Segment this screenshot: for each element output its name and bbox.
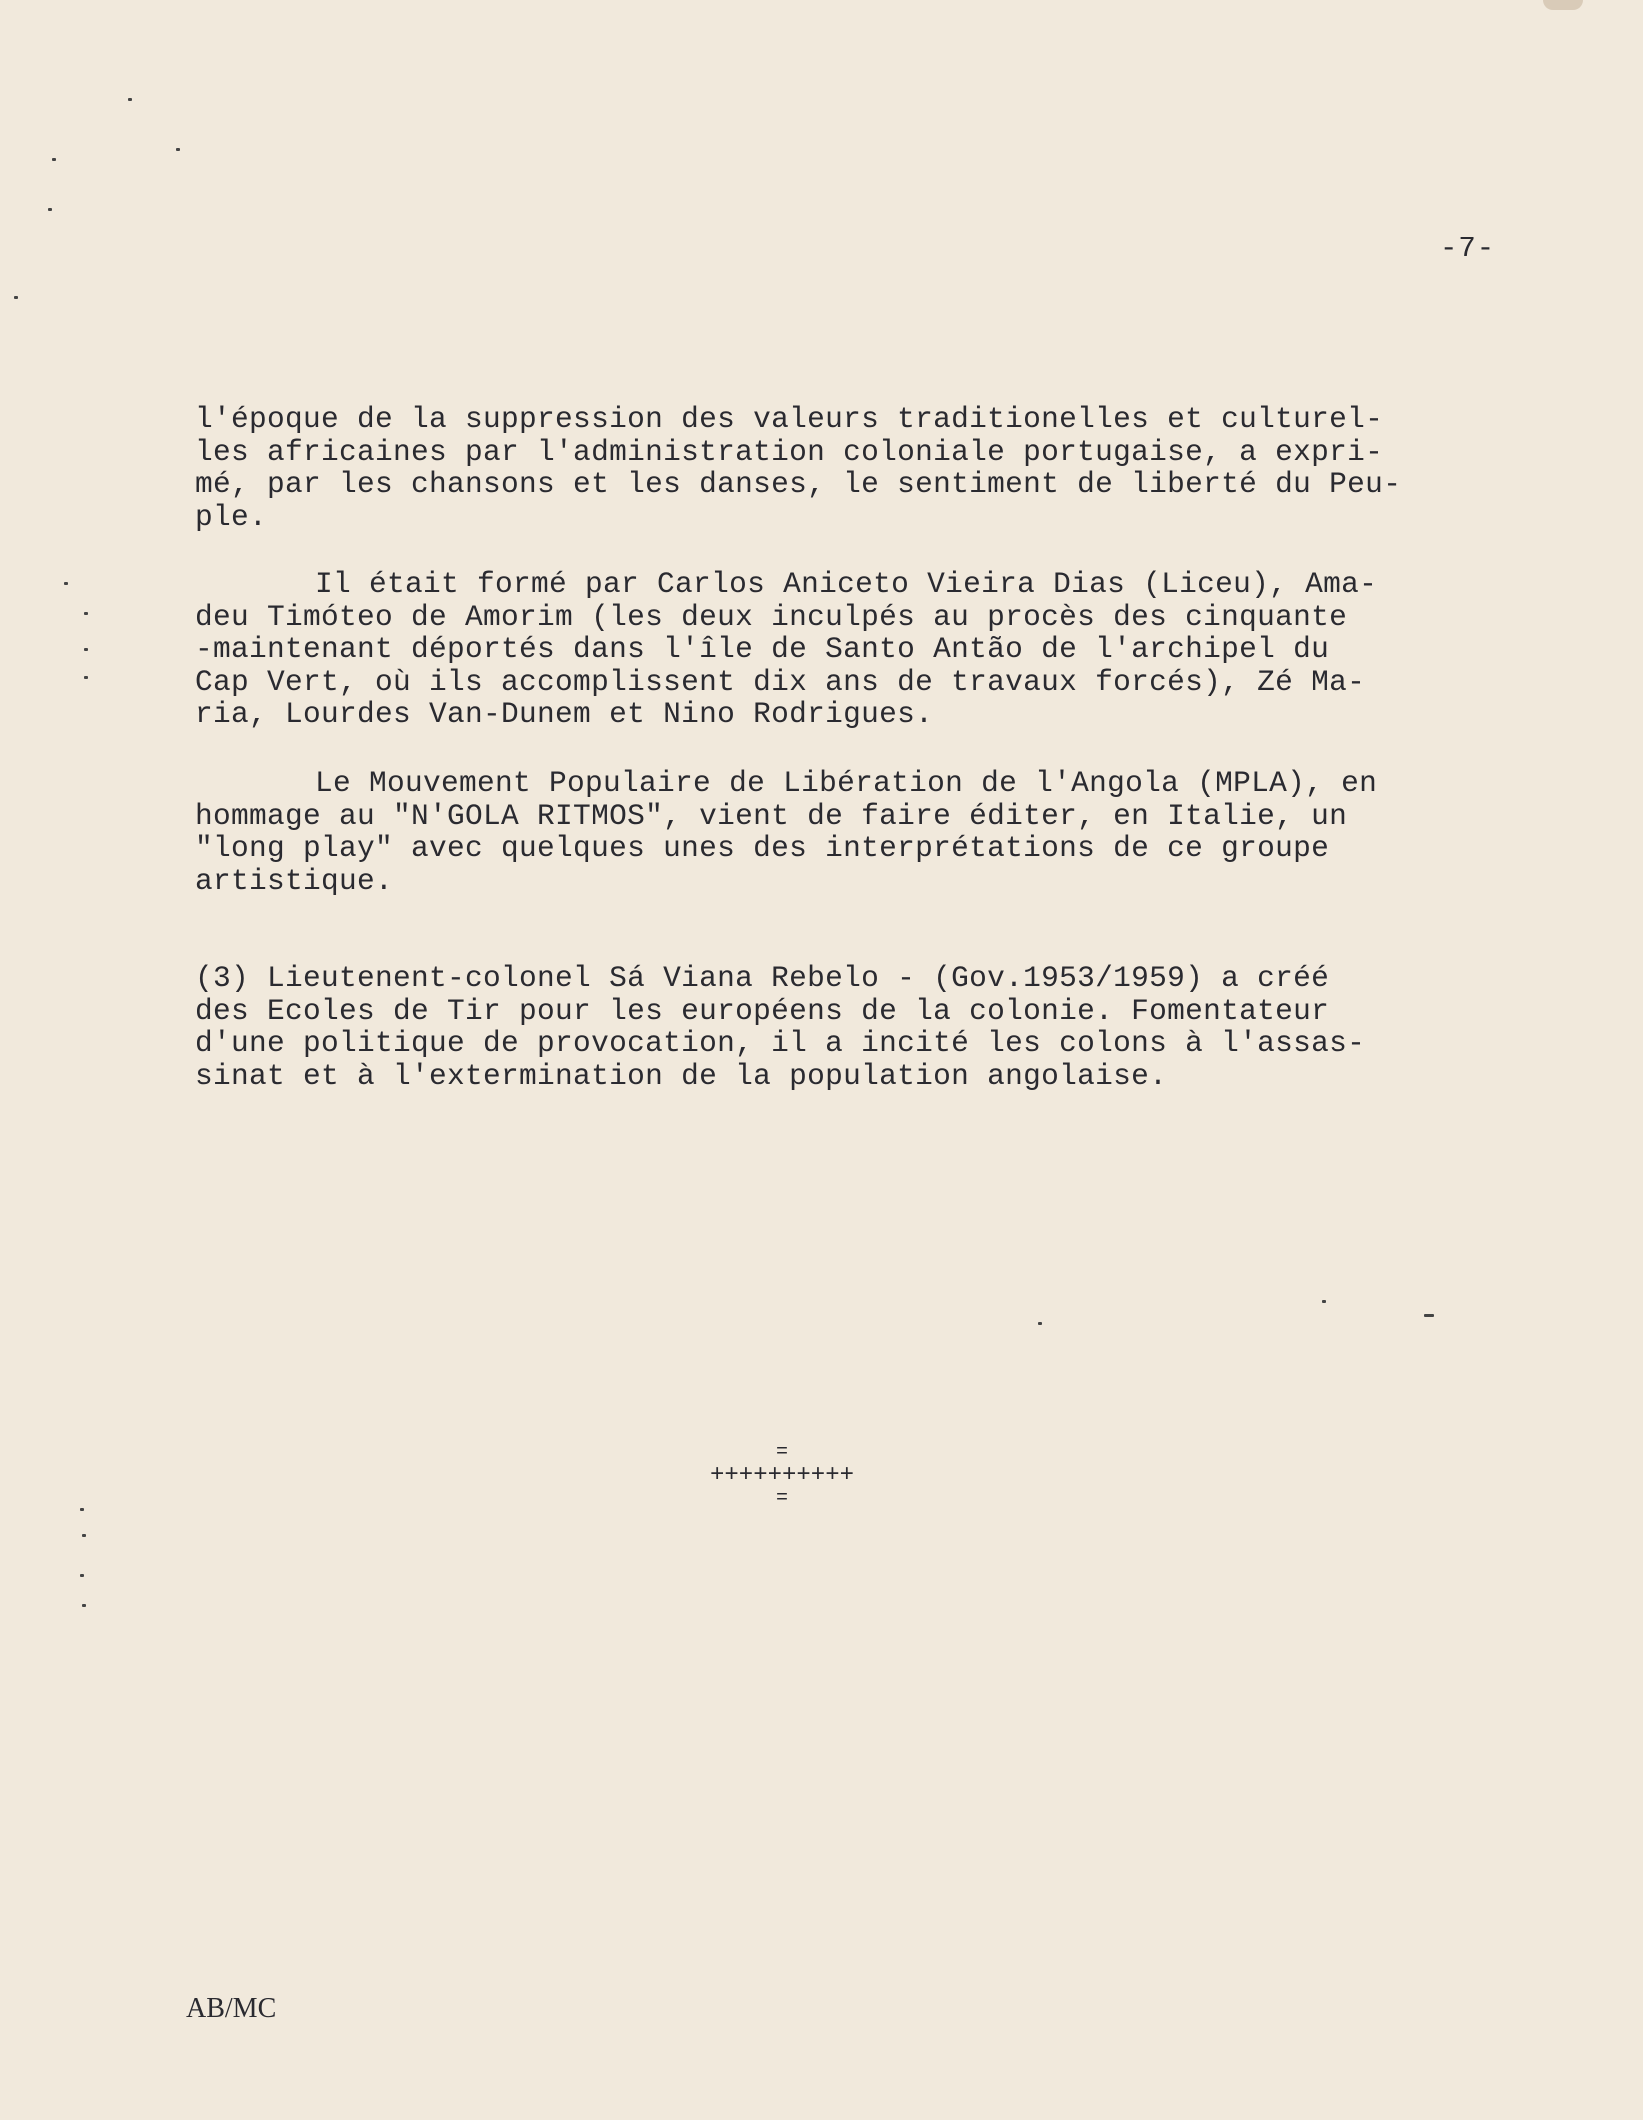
text-line: ple. [195, 499, 268, 534]
text-line: artistique. [195, 863, 394, 898]
paragraph-3 [195, 767, 1575, 897]
text-line: deu Timóteo de Amorim (les deux inculpés au procès des cinquante [195, 599, 1348, 634]
page-number: -7- [1440, 232, 1496, 265]
paper-speck [84, 676, 88, 679]
text-line: ria, Lourdes Van-Dunem et Nino Rodrigues. [195, 697, 934, 731]
paper-speck [1038, 1322, 1042, 1325]
footnote-line: sinat et à l'extermination de la population angolaise. [195, 1058, 1168, 1093]
paper-speck [84, 612, 88, 615]
paper-speck [80, 1508, 84, 1511]
text-line: hommage au "N'GOLA RITMOS", vient de faire éditer, en Italie, un [195, 798, 1348, 833]
text-line: Le Mouvement Populaire de Libération de l'Angola (MPLA), en [315, 766, 1378, 800]
footnote-line: d'une politique de provocation, il a incité les colons à l'assas- [195, 1026, 1366, 1060]
text-line: Cap Vert, où ils accomplissent dix ans de travaux forcés), Zé Ma- [195, 664, 1366, 699]
paper-speck [52, 158, 56, 161]
text-line: "long play" avec quelques unes des interprétations de ce groupe [195, 831, 1330, 865]
paper-speck [176, 148, 180, 151]
paper-speck [64, 582, 68, 585]
paper-speck [48, 208, 52, 211]
paper-speck [82, 1534, 86, 1537]
paper-speck [14, 296, 18, 299]
text-line: l'époque de la suppression des valeurs traditionelles et culturel- [195, 402, 1384, 436]
separator-mark-top: = [775, 1441, 788, 1464]
footnote-line: des Ecoles de Tir pour les européens de la colonie. Fomentateur [195, 993, 1330, 1028]
paper-stain [1543, 0, 1583, 10]
footnote [195, 962, 1575, 1092]
paper-speck [128, 98, 132, 101]
footnote-line: (3) Lieutenent-colonel Sá Viana Rebelo - (Gov.1953/1959) a créé [195, 961, 1330, 995]
text-line: mé, par les chansons et les danses, le sentiment de liberté du Peu- [195, 467, 1402, 501]
paper-speck [82, 1604, 86, 1607]
separator-line: ++++++++++ [709, 1462, 855, 1489]
paper-speck [1322, 1300, 1326, 1303]
text-line: -maintenant déportés dans l'île de Santo Antão de l'archipel du [195, 632, 1330, 666]
paper-speck [84, 648, 88, 651]
typist-initials: AB/MC [186, 1993, 277, 2024]
text-line: Il était formé par Carlos Aniceto Vieira Dias (Liceu), Ama- [315, 567, 1378, 601]
text-line: les africaines par l'administration coloniale portugaise, a expri- [195, 434, 1384, 469]
paper-speck [1424, 1314, 1434, 1317]
paragraph-2 [195, 568, 1575, 731]
section-separator [672, 1441, 892, 1510]
paper-speck [80, 1574, 84, 1577]
separator-mark-bottom: = [775, 1487, 788, 1510]
paragraph-1 [195, 403, 1575, 533]
